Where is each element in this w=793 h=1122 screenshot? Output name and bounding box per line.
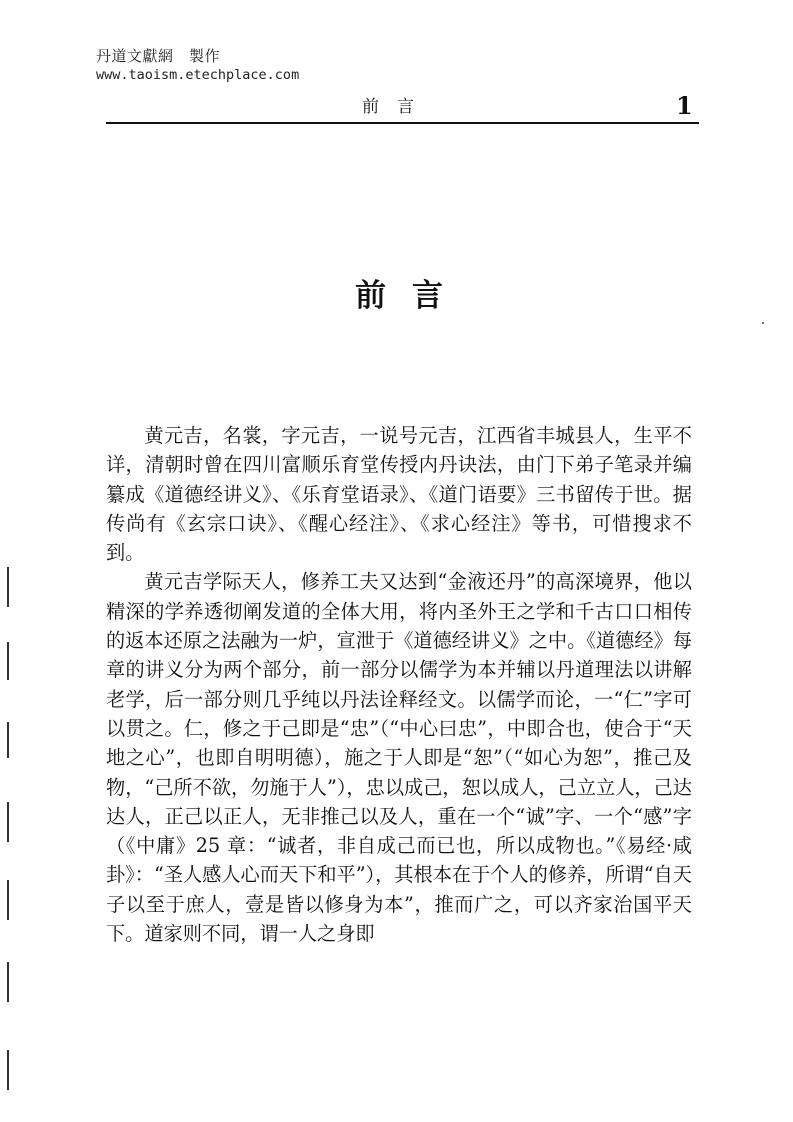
paragraph-1: 黄元吉，名裳，字元吉，一说号元吉，江西省丰城县人，生平不详，清朝时曾在四川富顺乐育堂传授内丹诀法，由门下弟子笔录并编纂成《道德经讲义》、《乐育堂语录》、《道门语要》三书留传于世。据传尚有《玄宗口诀》、《醒心经注》、《求心经注》等书，可惜搜求不到。	[106, 424, 692, 565]
running-head-title: 前言	[362, 97, 432, 117]
scan-edge-mark	[7, 962, 9, 1002]
watermark-url: www.taoism.etechplace.com	[96, 67, 300, 83]
scan-edge-mark	[7, 567, 9, 607]
watermark	[96, 46, 299, 84]
chapter-title: 前言	[355, 278, 469, 314]
scan-edge-mark	[7, 802, 9, 842]
scan-edge-mark	[7, 1050, 9, 1090]
scan-edge-mark	[7, 722, 9, 758]
paragraph-2: 黄元吉学际天人，修养工夫又达到“金液还丹”的高深境界，他以精深的学养透彻阐发道的全体大用，将内圣外王之学和千古口口相传的返本还原之法融为一炉，宣泄于《道德经讲义》之中。《道德经》每章的讲义分为两个部分，前一部分以儒学为本并辅以丹道理法以讲解老学，后一部分则几乎纯以丹法诠释经文。以儒学而论，一“仁”字可以贯之。仁，修之于己即是“忠”（“中心曰忠”，中即合也，使合于“天地之心”，也即自明明德），施之于人即是“恕”（“如心为恕”，推己及物，“己所不欲，勿施于人”），忠以成己，恕以成人，己立立人，己达达人，正己以正人，无非推己以及人，重在一个“诚”字、一个“感”字（《中庸》25 章：“诚者，非自成己而已也，所以成物也。”《易经·咸卦》：“圣人感人心而天下和平”），其根本在于个人的修养，所谓“自天子以至于庶人，壹是皆以修身为本”，推而广之，可以齐家治国平天下。道家则不同，谓一人之身即	[106, 570, 692, 946]
scan-speck	[762, 322, 764, 324]
body-text	[106, 421, 692, 948]
watermark-site-name: 丹道文獻網 製作	[96, 47, 221, 65]
page-number: 1	[676, 91, 693, 120]
scan-edge-mark	[7, 880, 9, 920]
scan-edge-mark	[7, 642, 9, 680]
header-rule	[106, 122, 699, 124]
